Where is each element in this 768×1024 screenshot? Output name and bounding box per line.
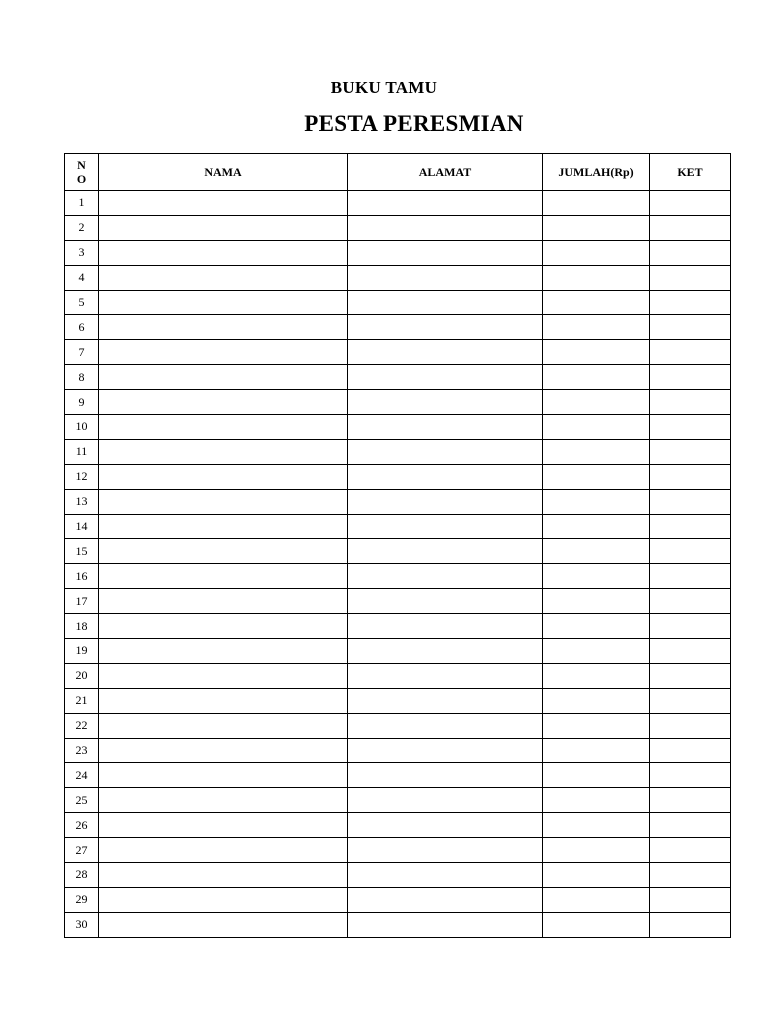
alamat-cell <box>348 614 543 639</box>
jumlah-cell <box>543 763 650 788</box>
ket-cell <box>650 838 731 863</box>
jumlah-cell <box>543 912 650 937</box>
table-row <box>65 290 731 315</box>
nama-cell <box>99 240 348 265</box>
alamat-cell <box>348 788 543 813</box>
row-number-cell: 20 <box>65 663 99 688</box>
table-row <box>65 688 731 713</box>
ket-cell <box>650 763 731 788</box>
header-nama: NAMA <box>99 154 348 191</box>
alamat-cell <box>348 489 543 514</box>
jumlah-cell <box>543 415 650 440</box>
header-no-line1: N <box>77 158 86 172</box>
document-title: BUKU TAMU <box>330 78 438 97</box>
alamat-cell <box>348 290 543 315</box>
nama-cell <box>99 887 348 912</box>
row-number-cell: 27 <box>65 838 99 863</box>
alamat-cell <box>348 813 543 838</box>
alamat-cell <box>348 439 543 464</box>
ket-cell <box>650 489 731 514</box>
jumlah-cell <box>543 340 650 365</box>
nama-cell <box>99 315 348 340</box>
alamat-cell <box>348 863 543 888</box>
nama-cell <box>99 464 348 489</box>
nama-cell <box>99 614 348 639</box>
row-number-cell: 26 <box>65 813 99 838</box>
nama-cell <box>99 340 348 365</box>
table-row <box>65 415 731 440</box>
jumlah-cell <box>543 365 650 390</box>
nama-cell <box>99 439 348 464</box>
table-row <box>65 614 731 639</box>
jumlah-cell <box>543 863 650 888</box>
jumlah-cell <box>543 813 650 838</box>
jumlah-cell <box>543 315 650 340</box>
jumlah-cell <box>543 564 650 589</box>
alamat-cell <box>348 514 543 539</box>
ket-cell <box>650 589 731 614</box>
alamat-cell <box>348 215 543 240</box>
jumlah-cell <box>543 589 650 614</box>
ket-cell <box>650 191 731 216</box>
ket-cell <box>650 439 731 464</box>
row-number-cell: 23 <box>65 738 99 763</box>
table-row <box>65 265 731 290</box>
nama-cell <box>99 191 348 216</box>
row-number-cell: 21 <box>65 688 99 713</box>
ket-cell <box>650 663 731 688</box>
jumlah-cell <box>543 838 650 863</box>
row-number-cell: 10 <box>65 415 99 440</box>
row-number-cell: 2 <box>65 215 99 240</box>
row-number-cell: 8 <box>65 365 99 390</box>
table-row <box>65 639 731 664</box>
table-row <box>65 464 731 489</box>
row-number-cell: 6 <box>65 315 99 340</box>
table-row <box>65 838 731 863</box>
ket-cell <box>650 215 731 240</box>
ket-cell <box>650 315 731 340</box>
nama-cell <box>99 863 348 888</box>
alamat-cell <box>348 887 543 912</box>
nama-cell <box>99 564 348 589</box>
table-row <box>65 863 731 888</box>
nama-cell <box>99 912 348 937</box>
nama-cell <box>99 265 348 290</box>
ket-cell <box>650 863 731 888</box>
row-number-cell: 25 <box>65 788 99 813</box>
table-body <box>65 191 731 938</box>
table-row <box>65 912 731 937</box>
row-number-cell: 5 <box>65 290 99 315</box>
table-row <box>65 713 731 738</box>
guest-book-table <box>64 153 731 938</box>
ket-cell <box>650 514 731 539</box>
ket-cell <box>650 738 731 763</box>
alamat-cell <box>348 763 543 788</box>
nama-cell <box>99 215 348 240</box>
row-number-cell: 17 <box>65 589 99 614</box>
table-row <box>65 240 731 265</box>
ket-cell <box>650 365 731 390</box>
jumlah-cell <box>543 788 650 813</box>
row-number-cell: 19 <box>65 639 99 664</box>
jumlah-cell <box>543 215 650 240</box>
alamat-cell <box>348 688 543 713</box>
alamat-cell <box>348 340 543 365</box>
row-number-cell: 14 <box>65 514 99 539</box>
alamat-cell <box>348 415 543 440</box>
alamat-cell <box>348 315 543 340</box>
nama-cell <box>99 663 348 688</box>
table-row <box>65 340 731 365</box>
alamat-cell <box>348 464 543 489</box>
alamat-cell <box>348 564 543 589</box>
row-number-cell: 1 <box>65 191 99 216</box>
table-row <box>65 589 731 614</box>
ket-cell <box>650 240 731 265</box>
nama-cell <box>99 763 348 788</box>
alamat-cell <box>348 589 543 614</box>
alamat-cell <box>348 639 543 664</box>
ket-cell <box>650 788 731 813</box>
table-row <box>65 315 731 340</box>
ket-cell <box>650 639 731 664</box>
ket-cell <box>650 564 731 589</box>
nama-cell <box>99 390 348 415</box>
nama-cell <box>99 713 348 738</box>
row-number-cell: 30 <box>65 912 99 937</box>
nama-cell <box>99 738 348 763</box>
ket-cell <box>650 415 731 440</box>
ket-cell <box>650 390 731 415</box>
nama-cell <box>99 639 348 664</box>
alamat-cell <box>348 912 543 937</box>
jumlah-cell <box>543 439 650 464</box>
nama-cell <box>99 365 348 390</box>
table-row <box>65 439 731 464</box>
jumlah-cell <box>543 514 650 539</box>
table-row <box>65 215 731 240</box>
nama-cell <box>99 688 348 713</box>
ket-cell <box>650 290 731 315</box>
table-row <box>65 365 731 390</box>
row-number-cell: 4 <box>65 265 99 290</box>
jumlah-cell <box>543 191 650 216</box>
row-number-cell: 9 <box>65 390 99 415</box>
alamat-cell <box>348 390 543 415</box>
table-row <box>65 489 731 514</box>
jumlah-cell <box>543 390 650 415</box>
table-row <box>65 390 731 415</box>
ket-cell <box>650 614 731 639</box>
ket-cell <box>650 813 731 838</box>
alamat-cell <box>348 738 543 763</box>
table-row <box>65 763 731 788</box>
nama-cell <box>99 788 348 813</box>
jumlah-cell <box>543 688 650 713</box>
nama-cell <box>99 489 348 514</box>
jumlah-cell <box>543 539 650 564</box>
header-ket: KET <box>650 154 731 191</box>
nama-cell <box>99 514 348 539</box>
jumlah-cell <box>543 464 650 489</box>
nama-cell <box>99 290 348 315</box>
row-number-cell: 11 <box>65 439 99 464</box>
row-number-cell: 13 <box>65 489 99 514</box>
nama-cell <box>99 838 348 863</box>
header-no-line2: O <box>76 172 87 186</box>
jumlah-cell <box>543 489 650 514</box>
header-alamat: ALAMAT <box>348 154 543 191</box>
alamat-cell <box>348 539 543 564</box>
jumlah-cell <box>543 265 650 290</box>
row-number-cell: 24 <box>65 763 99 788</box>
table-row <box>65 663 731 688</box>
ket-cell <box>650 539 731 564</box>
jumlah-cell <box>543 887 650 912</box>
alamat-cell <box>348 191 543 216</box>
jumlah-cell <box>543 639 650 664</box>
row-number-cell: 22 <box>65 713 99 738</box>
nama-cell <box>99 589 348 614</box>
alamat-cell <box>348 365 543 390</box>
ket-cell <box>650 912 731 937</box>
header-no <box>65 154 99 191</box>
document-subtitle: PESTA PERESMIAN <box>304 111 524 136</box>
alamat-cell <box>348 240 543 265</box>
alamat-cell <box>348 265 543 290</box>
table-row <box>65 738 731 763</box>
row-number-cell: 15 <box>65 539 99 564</box>
nama-cell <box>99 415 348 440</box>
row-number-cell: 3 <box>65 240 99 265</box>
nama-cell <box>99 813 348 838</box>
ket-cell <box>650 340 731 365</box>
alamat-cell <box>348 663 543 688</box>
row-number-cell: 18 <box>65 614 99 639</box>
alamat-cell <box>348 713 543 738</box>
table-header-row <box>65 154 731 191</box>
table-row <box>65 564 731 589</box>
row-number-cell: 16 <box>65 564 99 589</box>
table-row <box>65 813 731 838</box>
table-row <box>65 191 731 216</box>
ket-cell <box>650 265 731 290</box>
row-number-cell: 29 <box>65 887 99 912</box>
header-jumlah: JUMLAH(Rp) <box>543 154 650 191</box>
ket-cell <box>650 464 731 489</box>
ket-cell <box>650 688 731 713</box>
jumlah-cell <box>543 614 650 639</box>
ket-cell <box>650 713 731 738</box>
alamat-cell <box>348 838 543 863</box>
table-row <box>65 788 731 813</box>
jumlah-cell <box>543 290 650 315</box>
jumlah-cell <box>543 240 650 265</box>
jumlah-cell <box>543 713 650 738</box>
jumlah-cell <box>543 738 650 763</box>
row-number-cell: 28 <box>65 863 99 888</box>
ket-cell <box>650 887 731 912</box>
row-number-cell: 7 <box>65 340 99 365</box>
nama-cell <box>99 539 348 564</box>
jumlah-cell <box>543 663 650 688</box>
table-row <box>65 539 731 564</box>
row-number-cell: 12 <box>65 464 99 489</box>
table-row <box>65 887 731 912</box>
table-row <box>65 514 731 539</box>
